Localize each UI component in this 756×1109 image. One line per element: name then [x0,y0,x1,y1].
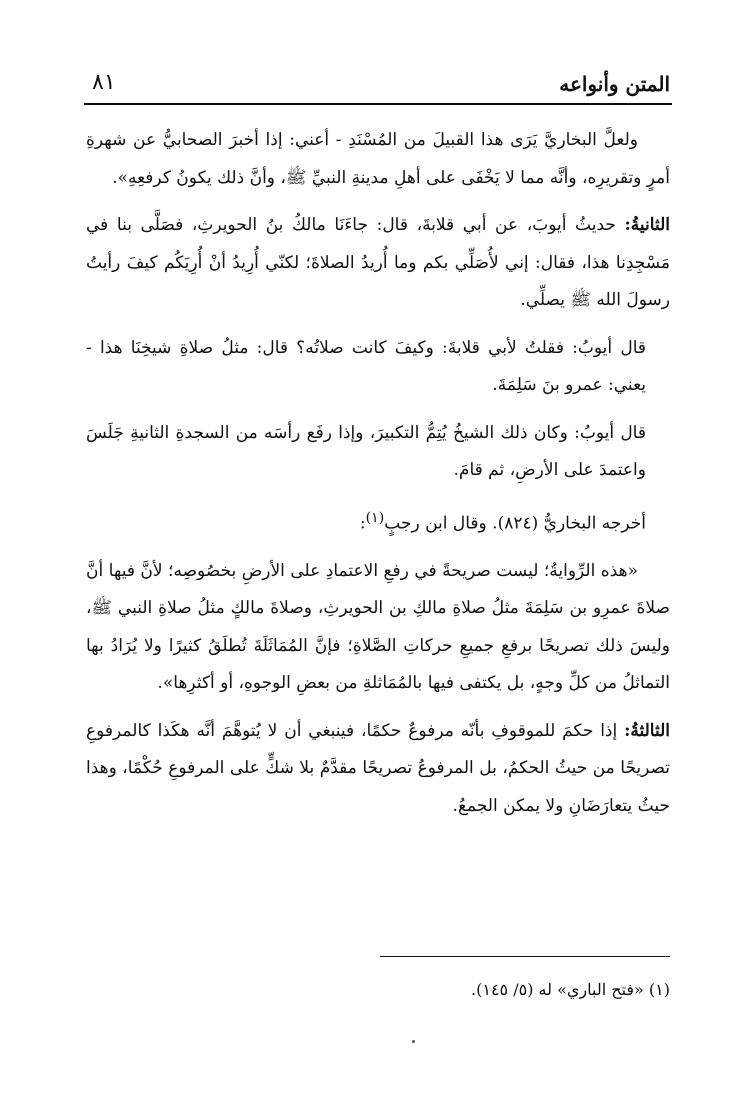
paragraph-ayyub-2: قال أيوبُ: وكان ذلك الشيخُ يُتِمُّ التكبيرَ، وإذا رفَع رأسَه من السجدةِ الثانيةِ جَلَسَ واعتمدَ على الأرضِ، ثم قامَ. [86,422,646,480]
footnote-ref: (١) [365,509,385,526]
paragraph-1: ولعلَّ البخاريَّ يَرَى هذا القبيلَ من المُسْنَدِ - أعني: إذا أخبرَ الصحابيُّ عن شهرةِ أمرٍ وتقريرِه، وأنَّه مما لا يَخْفَى على أهلِ مدينةِ النبيِّ ﷺ، وأنَّ ذلك يكونُ كرفعِهِ». [86,130,670,188]
point-three-label: الثالثةُ: [624,720,671,741]
footnote-rule [380,956,670,957]
page-number: ٨١ [92,70,116,95]
point-two-text: حديثُ أيوبَ، عن أبي قلابةَ، قال: جاءَنَا مالكُ بنُ الحويرثِ، فصَلَّى بنا في مَسْجِدِنا هذا، فقال: إني لأُصَلِّي بكم وما أُريدُ الصلاةَ؛ لكنّي أُرِيدُ أنْ أُرِيَكُم كيفَ رأيتُ رسولَ الله ﷺ يصلِّي. [86,215,670,310]
paragraph-bukhari [86,500,670,543]
point-three-text: إذا حكمَ للموقوفِ بأنّه مرفوعٌ حكمًا، فينبغي أن لا يُتوهَّمَ أنَّه هكَذا كالمرفوعِ تصريحًا من حيثُ الحكمُ، بل المرفوعُ تصريحًا مقدَّمٌ بلا شكٍّ على المرفوعِ حُكْمًا، وهذا حيثُ يتعارَضَانِ ولا يمكن الجمعُ. [86,720,670,816]
colon: : [359,513,366,534]
main-text [86,122,670,835]
running-title: المتن وأنواعه [559,72,670,96]
point-two [86,207,670,320]
point-two-label: الثانيةُ: [624,215,670,235]
header-rule [84,103,672,105]
paragraph-ayyub-1: قال أيوبُ: فقلتُ لأبي قلابةَ: وكيفَ كانت صلاتُه؟ قال: مثلُ صلاةِ شيخِنَا هذا - يعني: عمرو بنَ سَلِمَةَ. [86,337,646,395]
quote-paragraph: «هذه الرِّوايةُ؛ ليست صريحةً في رفعِ الاعتمادِ على الأرضِ بخصُوصِه؛ لأنَّ فيها أنَّ صلاةَ عمرِو بن سَلِمَةَ مثلُ صلاةِ مالكِ بن الحويرثِ، وصلاةَ مالكٍ مثلُ صلاةِ النبي ﷺ، وليسَ ذلك تصريحًا برفعِ جميعِ حركاتِ الصَّلاةِ؛ فإنَّ المُمَاثَلَةَ تُطلَقُ كثيرًا ولا يُرَادُ بها التماثلُ من كلِّ وجهٍ، بل يكتفى فيها بالمُمَاثلةِ من بعضِ الوجوهِ، أو أكثرِها». [86,560,670,694]
page-speck [412,1040,415,1043]
point-three [86,713,670,826]
footnote: (١) «فتح الباري» له (٥/ ١٤٥). [471,980,670,999]
bukhari-text: أخرجه البخاريُّ (٨٢٤). وقال ابن رجبٍ [384,513,646,534]
